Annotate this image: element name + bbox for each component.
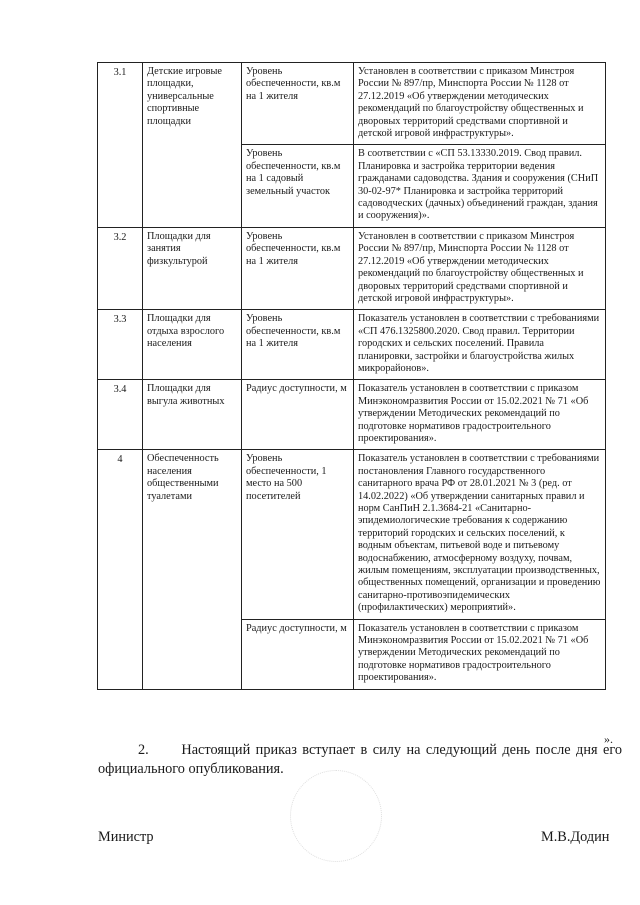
indicator-text: Уровень обеспеченности, кв.м на 1 жителя <box>246 66 341 102</box>
object-name: Детские игровые площадки, универсальные спортивные площадки <box>147 66 222 127</box>
paragraph-2 <box>98 741 622 779</box>
row-number: 3.3 <box>113 314 127 326</box>
object-name-cell <box>143 450 242 689</box>
basis-text: В соответствии с «СП 53.13330.2019. Свод правил. Планировка и застройка территории ведения гражданами садоводства. Здания и сооружения (СНиП 30-02-97* Планировка и застройка территорий садоводческих (дачных) объединений граждан, здания и сооружения)». <box>358 148 599 222</box>
signatory-title: Министр <box>98 829 154 845</box>
paragraph-text: Настоящий приказ вступает в силу на следующий день после дня его официального опубликования. <box>98 742 622 777</box>
object-name: Площадки для отдыха взрослого населения <box>147 313 225 350</box>
indicator-cell <box>242 145 354 227</box>
basis-text: Показатель установлен в соответствии с требованиями «СП 476.1325800.2020. Свод правил. Территории городских и сельских поселений. Правила планировки, застройки и благоустройства жилых микрорайонов». <box>358 313 600 374</box>
basis-text: Показатель установлен в соответствии с требованиями постановления Главного государственного санитарного врача РФ от 28.01.2021 № 3 (ред. от 14.02.2022) «Об утверждении санитарных правил и норм СанПиН 2.1.3684-21 «Санитарно-эпидемиологические требования к содержанию территорий городских и сельских поселений, к водным объектам, питьевой воде и питьевому водоснабжению, атмосферному воздуху, почвам, жилым помещениям, эксплуатации производственных, общественных помещений, организации и проведению санитарно-противоэпидемических (профилактических) мероприятий». <box>358 453 601 614</box>
indicator-cell <box>242 450 354 619</box>
table-row <box>98 380 606 450</box>
faint-stamp-mark <box>290 770 382 862</box>
indicator-cell <box>242 227 354 309</box>
row-number-cell <box>98 63 143 228</box>
basis-cell <box>354 227 606 309</box>
row-number-cell <box>98 380 143 450</box>
table-row <box>98 310 606 380</box>
object-name-cell <box>143 227 242 309</box>
indicator-cell <box>242 63 354 145</box>
object-name-cell <box>143 380 242 450</box>
indicator-text: Уровень обеспеченности, 1 место на 500 посетителей <box>246 453 327 502</box>
basis-cell <box>354 63 606 145</box>
signatory-name: М.В.Додин <box>541 829 610 845</box>
basis-cell <box>354 310 606 380</box>
row-number: 3.2 <box>113 231 127 243</box>
indicator-cell <box>242 619 354 689</box>
row-number-cell <box>98 310 143 380</box>
indicator-text: Уровень обеспеченности, кв.м на 1 жителя <box>246 230 341 267</box>
indicator-cell <box>242 310 354 380</box>
basis-cell <box>354 619 606 689</box>
row-number-cell <box>98 227 143 309</box>
table-closing-quote: ». <box>604 732 613 746</box>
norms-table <box>97 62 606 690</box>
row-number: 4 <box>117 454 123 466</box>
row-number-cell <box>98 450 143 689</box>
basis-cell <box>354 450 606 619</box>
basis-cell <box>354 380 606 450</box>
basis-text: Установлен в соответствии с приказом Минстроя России № 897/пр, Минспорта России № 1128 от 27.12.2019 «Об утверждении методических рекомендаций по благоустройству общественных и дворовых территорий средствами спортивной и детской игровой инфраструктуры». <box>358 230 584 304</box>
indicator-text: Радиус доступности, м <box>246 383 347 395</box>
paragraph-number: 2. <box>138 742 149 758</box>
basis-text: Показатель установлен в соответствии с приказом Минэкономразвития России от 15.02.2021 № 71 «Об утверждении Методических рекомендаций по подготовке нормативов градостроительного проектирования». <box>358 622 589 684</box>
indicator-cell <box>242 380 354 450</box>
table-row <box>98 63 606 145</box>
indicator-text: Уровень обеспеченности, кв.м на 1 жителя <box>246 313 341 350</box>
table-row <box>98 450 606 619</box>
basis-text: Показатель установлен в соответствии с приказом Минэкономразвития России от 15.02.2021 № 71 «Об утверждении Методических рекомендаций по подготовке нормативов градостроительного проектирования». <box>358 383 589 444</box>
object-name-cell <box>143 310 242 380</box>
basis-cell <box>354 145 606 227</box>
indicator-text: Радиус доступности, м <box>246 622 347 634</box>
object-name: Площадки для выгула животных <box>147 383 225 407</box>
indicator-text: Уровень обеспеченности, кв.м на 1 садовый земельный участок <box>246 148 341 197</box>
object-name-cell <box>143 63 242 228</box>
row-number: 3.1 <box>113 67 127 78</box>
object-name: Обеспеченность населения общественными туалетами <box>147 453 219 502</box>
table-row <box>98 227 606 309</box>
row-number: 3.4 <box>113 384 127 396</box>
object-name: Площадки для занятия физкультурой <box>147 230 211 267</box>
basis-text: Установлен в соответствии с приказом Минстроя России № 897/пр, Минспорта России № 1128 от 27.12.2019 «Об утверждении методических рекомендаций по благоустройству общественных и дворовых территорий средствами спортивной и детской игровой инфраструктуры». <box>358 66 584 140</box>
